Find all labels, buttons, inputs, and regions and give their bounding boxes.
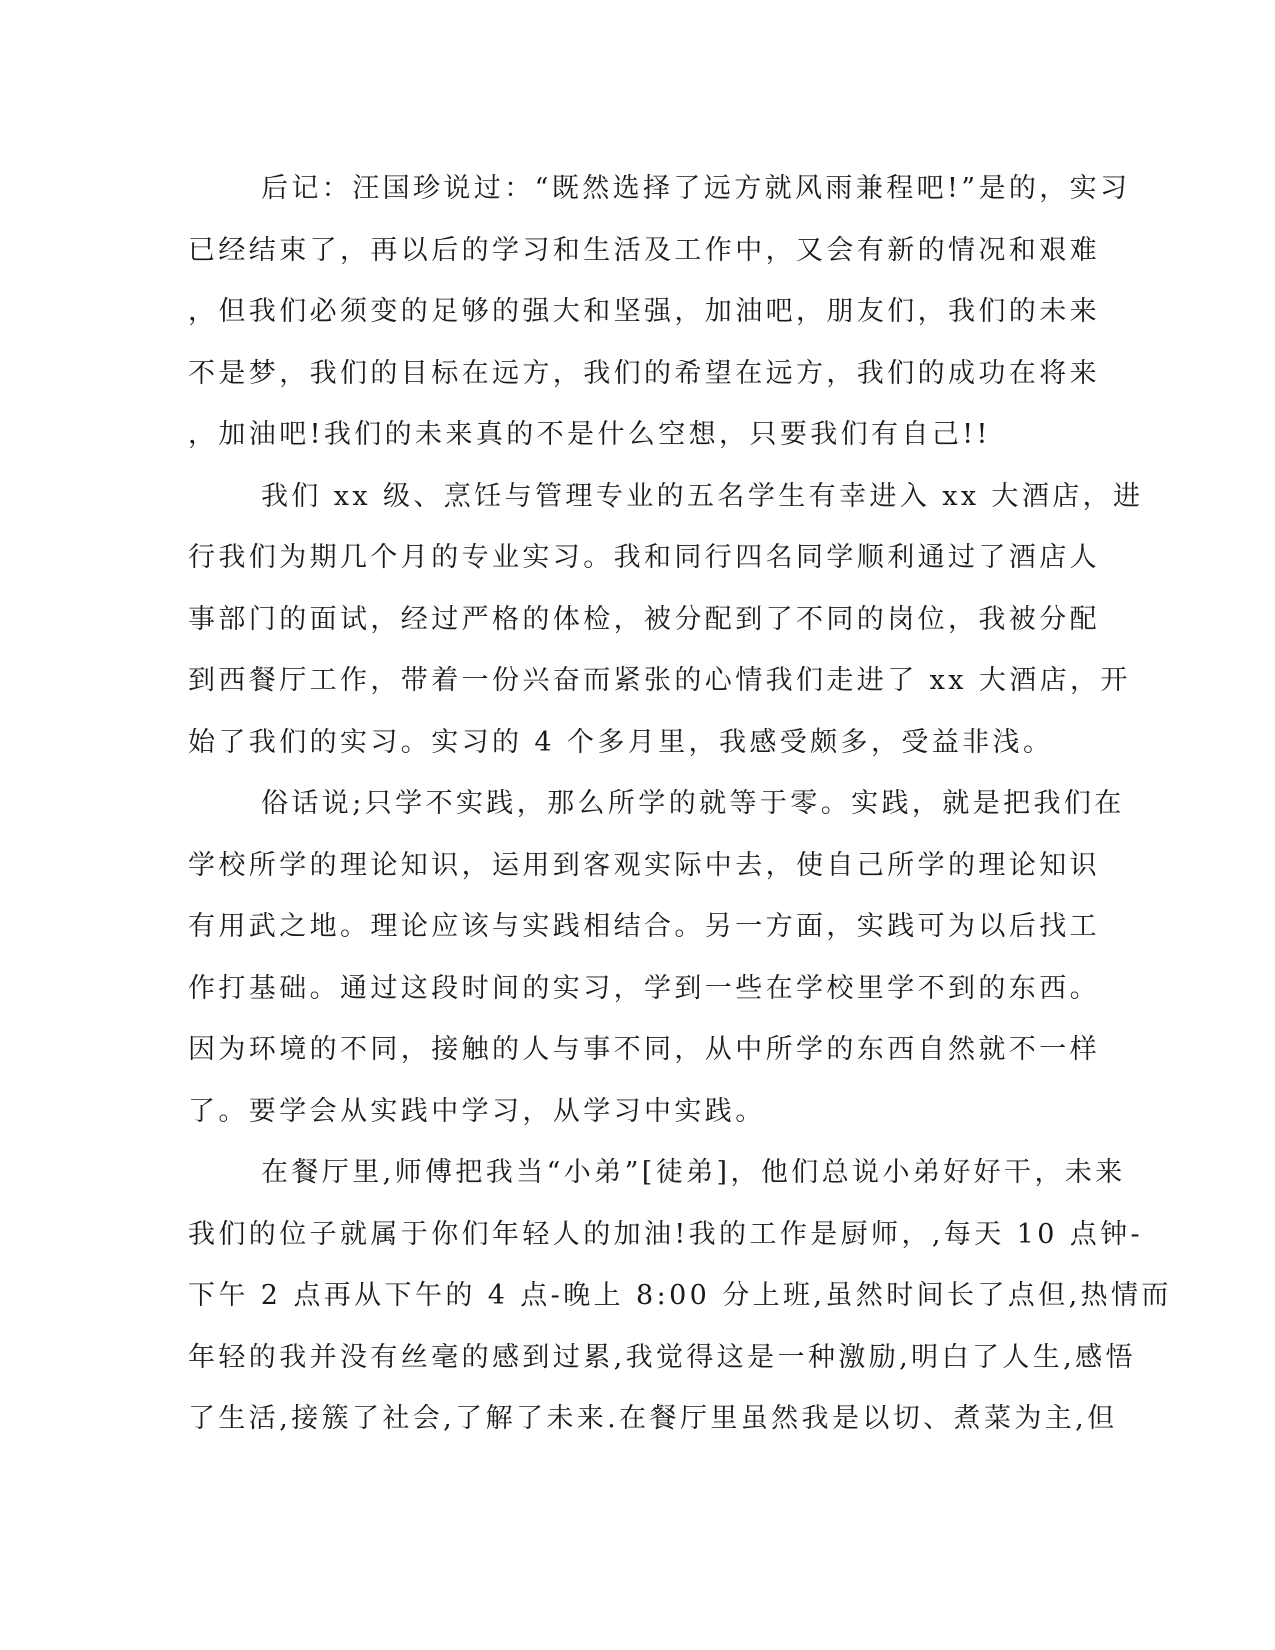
text-line: ，加油吧!我们的未来真的不是什么空想，只要我们有自己!! <box>188 419 991 450</box>
text-line: 了。要学会从实践中学习，从学习中实践。 <box>188 1095 766 1127</box>
text-line: 俗话说;只学不实践，那么所学的就等于零。实践，就是把我们在 <box>261 788 1125 819</box>
text-line: 不是梦，我们的目标在远方，我们的希望在远方，我们的成功在将来 <box>188 357 1100 389</box>
text-line: 在餐厅里,师傅把我当“小弟”[徒弟]，他们总说小弟好好干，未来 <box>261 1157 1126 1188</box>
text-line: 因为环境的不同，接触的人与事不同，从中所学的东西自然就不一样 <box>188 1034 1100 1065</box>
text-line: 后记：汪国珍说过：“既然选择了远方就风雨兼程吧!”是的，实习 <box>261 173 1131 204</box>
text-line: 我们 xx 级、烹饪与管理专业的五名学生有幸进入 xx 大酒店，进 <box>261 480 1144 512</box>
text-line: 年轻的我并没有丝毫的感到过累,我觉得这是一种激励,明白了人生,感悟 <box>188 1341 1136 1373</box>
text-line: 下午 2 点再从下午的 4 点-晚上 8:00 分上班,虽然时间长了点但,热情而 <box>188 1280 1172 1311</box>
paragraph-introduction <box>188 466 1144 774</box>
text-line: 作打基础。通过这段时间的实习，学到一些在学校里学不到的东西。 <box>188 972 1100 1004</box>
text-line: 已经结束了，再以后的学习和生活及工作中，又会有新的情况和艰难 <box>188 234 1100 266</box>
text-line: 始了我们的实习。实习的 4 个多月里，我感受颇多，受益非浅。 <box>188 726 1054 758</box>
text-line: ，但我们必须变的足够的强大和坚强，加油吧，朋友们，我们的未来 <box>188 296 1100 327</box>
text-line: 我们的位子就属于你们年轻人的加油!我的工作是厨师，,每天 10 点钟- <box>188 1218 1144 1250</box>
paragraph-restaurant <box>188 1142 1172 1450</box>
text-line: 学校所学的理论知识，运用到客观实际中去，使自己所学的理论知识 <box>188 849 1100 881</box>
paragraph-afterword <box>188 158 1131 466</box>
text-line: 了生活,接簇了社会,了解了未来.在餐厅里虽然我是以切、煮菜为主,但 <box>188 1403 1118 1434</box>
text-line: 事部门的面试，经过严格的体检，被分配到了不同的岗位，我被分配 <box>188 603 1100 635</box>
text-line: 有用武之地。理论应该与实践相结合。另一方面，实践可为以后找工 <box>188 911 1100 942</box>
paragraph-practice <box>188 773 1125 1142</box>
text-line: 行我们为期几个月的专业实习。我和同行四名同学顺利通过了酒店人 <box>188 542 1100 573</box>
text-line: 到西餐厅工作，带着一份兴奋而紧张的心情我们走进了 xx 大酒店，开 <box>188 665 1131 696</box>
document-body <box>188 158 1172 1450</box>
